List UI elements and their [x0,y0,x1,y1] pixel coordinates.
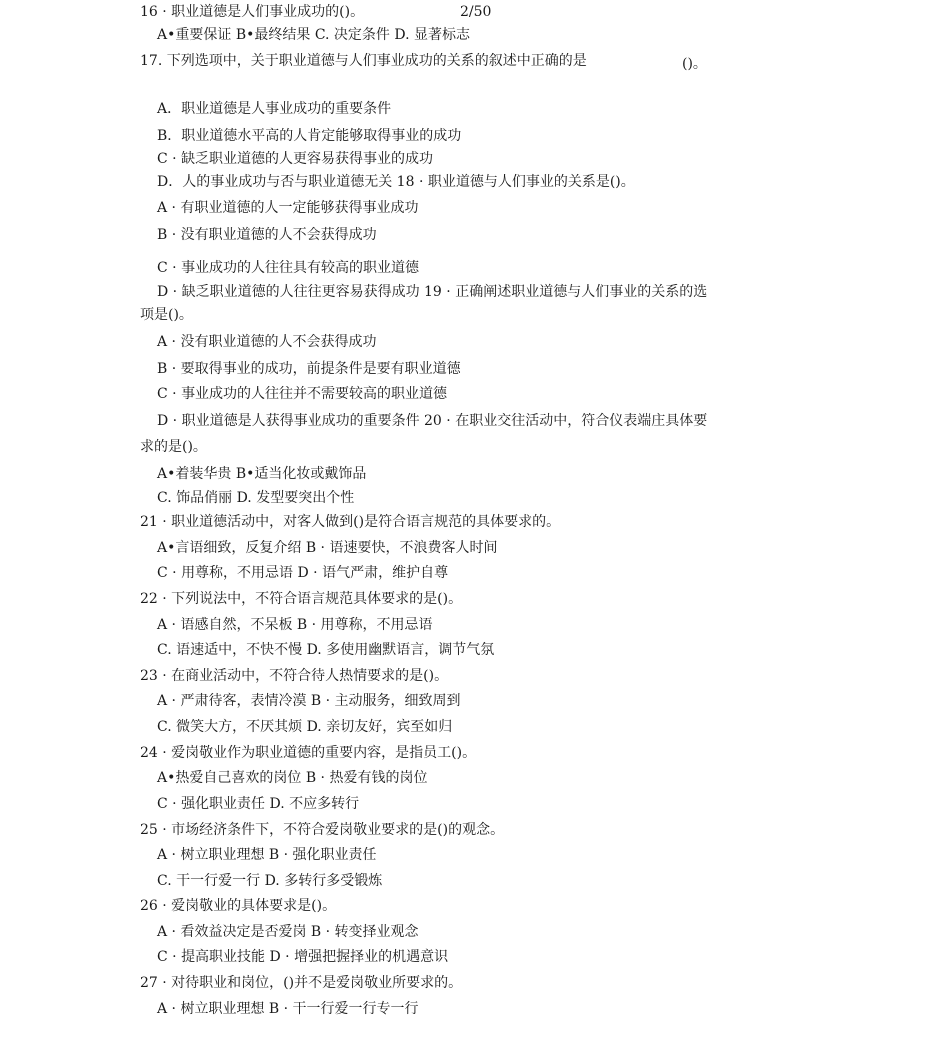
answer-options: A · 严肃待客，表情冷漠 B · 主动服务，细致周到 [157,693,461,709]
answer-options: C. 干一行爱一行 D. 多转行多受锻炼 [157,873,383,889]
answer-options: C. 饰品俏丽 D. 发型要突出个性 [157,490,355,506]
question-text: 26 · 爱岗敬业的具体要求是()。 [140,898,337,914]
answer-options: A•着装华贵 B•适当化妆或戴饰品 [157,466,367,482]
question-text: 25 · 市场经济条件下，不符合爱岗敬业要求的是()的观念。 [140,822,505,838]
page-number: 2/50 [460,4,492,20]
question-text: 17. 下列选项中，关于职业道德与人们事业成功的关系的叙述中正确的是 [140,53,587,69]
answer-options: C · 事业成功的人往往具有较高的职业道德 [157,260,420,276]
answer-options: A · 树立职业理想 B · 强化职业责任 [157,847,377,863]
answer-options: C · 事业成功的人往往并不需要较高的职业道德 [157,386,448,402]
answer-options: C · 用尊称，不用忌语 D · 语气严肃，维护自尊 [157,565,449,581]
question-text: 求的是()。 [140,439,207,455]
answer-options: A•热爱自己喜欢的岗位 B · 热爱有钱的岗位 [157,770,428,786]
answer-options: A · 语感自然，不呆板 B · 用尊称，不用忌语 [157,617,433,633]
question-text: 23 · 在商业活动中，不符合待人热情要求的是()。 [140,668,449,684]
q17-answer-blank: ()。 [682,56,707,72]
answer-options: A · 看效益决定是否爱岗 B · 转变择业观念 [157,924,419,940]
answer-options: B．职业道德水平高的人肯定能够取得事业的成功 [157,128,462,144]
question-text: 22 · 下列说法中，不符合语言规范具体要求的是()。 [140,591,463,607]
answer-options: B · 没有职业道德的人不会获得成功 [157,227,377,243]
answer-options: A · 有职业道德的人一定能够获得事业成功 [157,200,419,216]
answer-options: A · 树立职业理想 B · 干一行爱一行专一行 [157,1001,419,1017]
question-text: 16 · 职业道德是人们事业成功的()。 [140,4,365,20]
question-text: 27 · 对待职业和岗位，()并不是爱岗敬业所要求的。 [140,975,463,991]
answer-options: A · 没有职业道德的人不会获得成功 [157,334,377,350]
question-text: 21 · 职业道德活动中，对客人做到()是符合语言规范的具体要求的。 [140,514,561,530]
question-text: 项是()。 [140,307,193,323]
answer-options: C · 强化职业责任 D. 不应多转行 [157,796,360,812]
question-text: 24 · 爱岗敬业作为职业道德的重要内容，是指员工()。 [140,745,477,761]
answer-options: B · 要取得事业的成功，前提条件是要有职业道德 [157,361,461,377]
answer-options: A•重要保证 B•最终结果 C. 决定条件 D. 显著标志 [157,27,471,43]
answer-options: C. 微笑大方，不厌其烦 D. 亲切友好，宾至如归 [157,719,453,735]
answer-options: A•言语细致，反复介绍 B · 语速要快，不浪费客人时间 [157,540,498,556]
answer-options: A．职业道德是人事业成功的重要条件 [157,101,392,117]
answer-options: D．人的事业成功与否与职业道德无关 18 · 职业道德与人们事业的关系是()。 [157,174,635,190]
answer-options: C. 语速适中，不快不慢 D. 多使用幽默语言，调节气氛 [157,642,495,658]
answer-options: C · 提高职业技能 D · 增强把握择业的机遇意识 [157,949,449,965]
answer-options: C · 缺乏职业道德的人更容易获得事业的成功 [157,151,434,167]
answer-options: D · 职业道德是人获得事业成功的重要条件 20 · 在职业交往活动中，符合仪表端庄具体要 [157,413,708,429]
answer-options: D · 缺乏职业道德的人往往更容易获得成功 19 · 正确阐述职业道德与人们事业的关系的选 [157,284,708,300]
